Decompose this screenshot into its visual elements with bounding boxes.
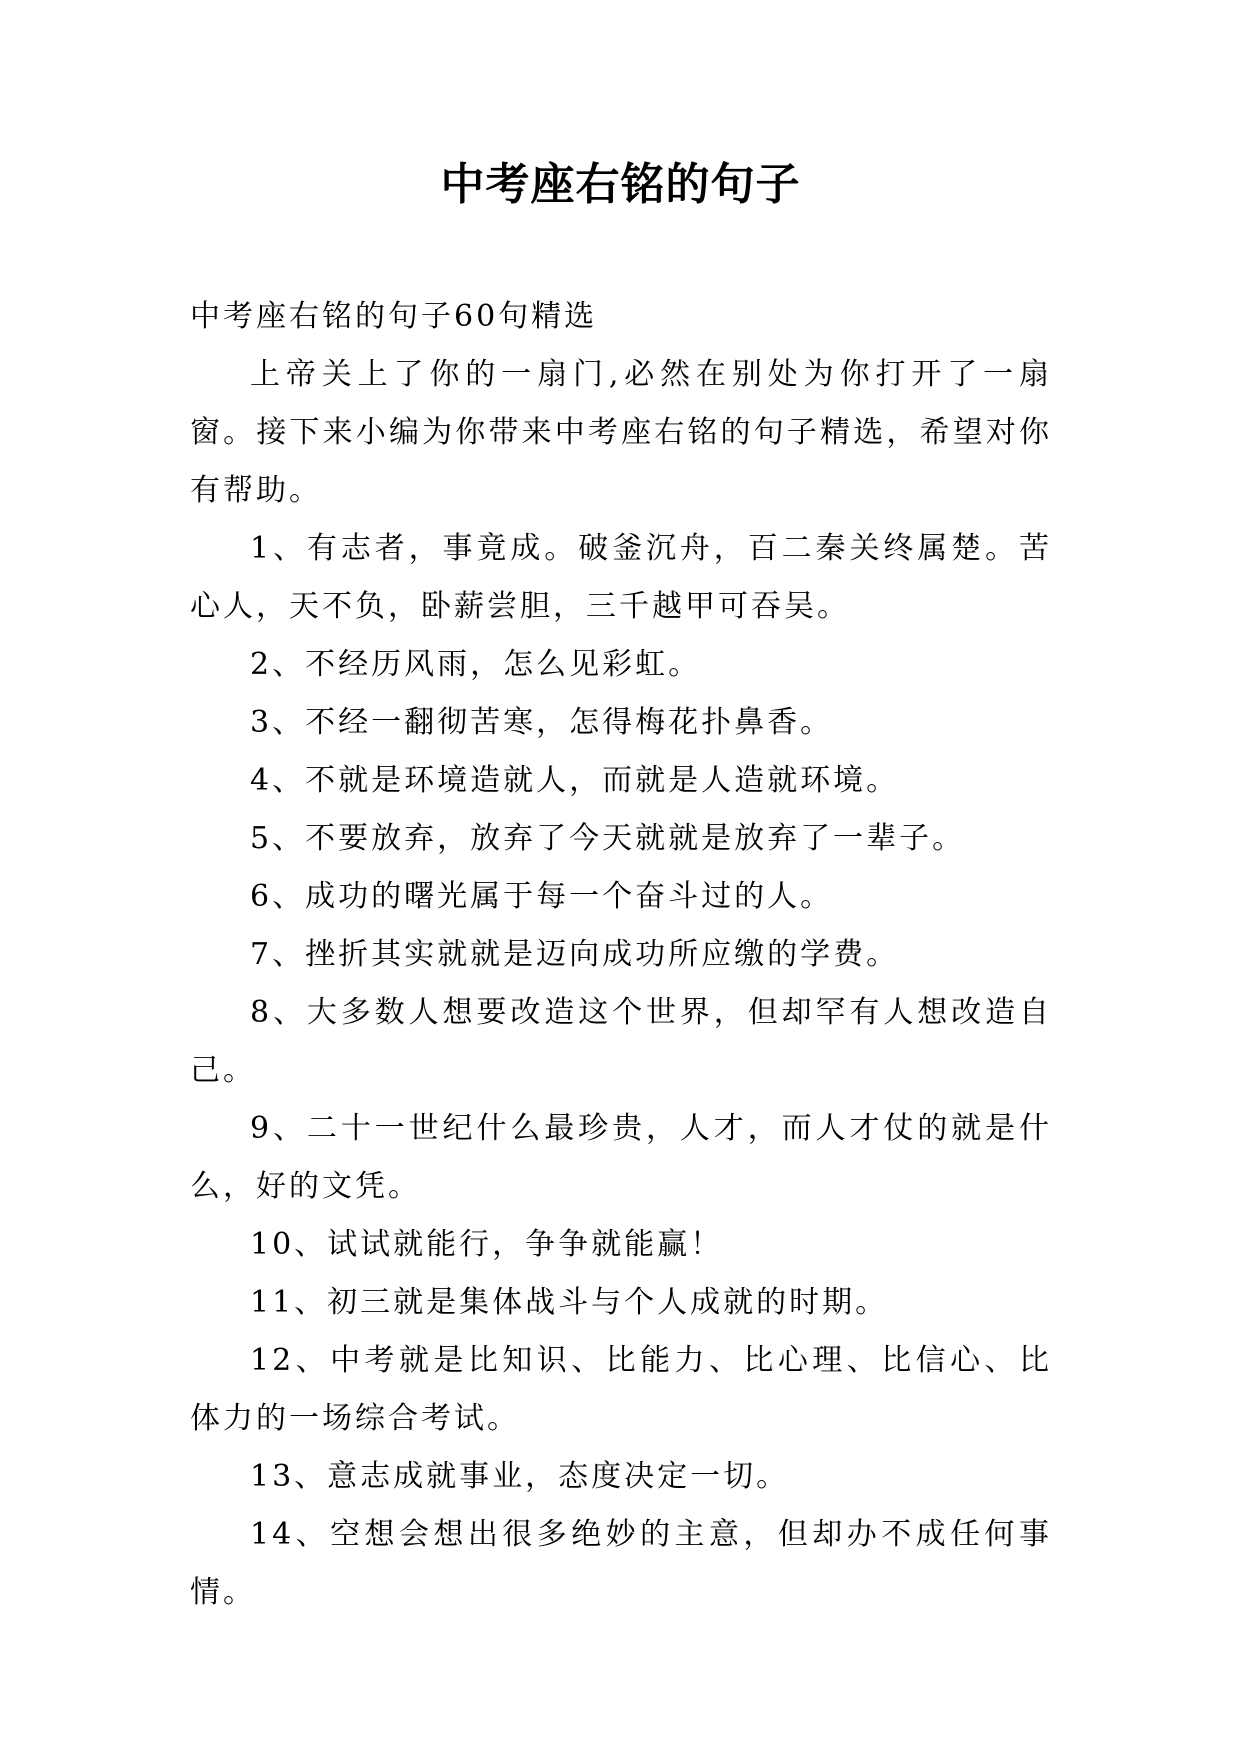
motto-item-8: 8、大多数人想要改造这个世界，但却罕有人想改造自己。 [190, 995, 1052, 1088]
document-subtitle: 中考座右铭的句子60句精选 [190, 299, 598, 334]
motto-item-2: 2、不经历风雨，怎么见彩虹。 [250, 647, 702, 682]
motto-item-4: 4、不就是环境造就人，而就是人造就环境。 [250, 763, 900, 798]
motto-item-11: 11、初三就是集体战斗与个人成就的时期。 [250, 1285, 889, 1320]
motto-item-12: 12、中考就是比知识、比能力、比心理、比信心、比体力的一场综合考试。 [190, 1343, 1052, 1436]
document-title: 中考座右铭的句子 [440, 159, 801, 210]
motto-item-10: 10、试试就能行，争争就能赢！ [250, 1227, 724, 1262]
intro-paragraph: 上帝关上了你的一扇门,必然在别处为你打开了一扇窗。接下来小编为你带来中考座右铭的句子精选，希望对你有帮助。 [190, 357, 1052, 508]
motto-item-6: 6、成功的曙光属于每一个奋斗过的人。 [250, 879, 834, 914]
motto-item-14: 14、空想会想出很多绝妙的主意，但却办不成任何事情。 [190, 1517, 1052, 1610]
motto-item-13: 13、意志成就事业，态度决定一切。 [250, 1459, 790, 1494]
motto-item-9: 9、二十一世纪什么最珍贵，人才，而人才仗的就是什么，好的文凭。 [190, 1111, 1052, 1204]
motto-item-7: 7、挫折其实就就是迈向成功所应缴的学费。 [250, 937, 900, 972]
motto-item-3: 3、不经一翻彻苦寒，怎得梅花扑鼻香。 [250, 705, 834, 740]
motto-item-5: 5、不要放弃，放弃了今天就就是放弃了一辈子。 [250, 821, 966, 856]
motto-item-1: 1、有志者，事竟成。破釜沉舟，百二秦关终属楚。苦心人，天不负，卧薪尝胆，三千越甲可吞吴。 [190, 531, 1052, 624]
document-body [190, 288, 1052, 1622]
